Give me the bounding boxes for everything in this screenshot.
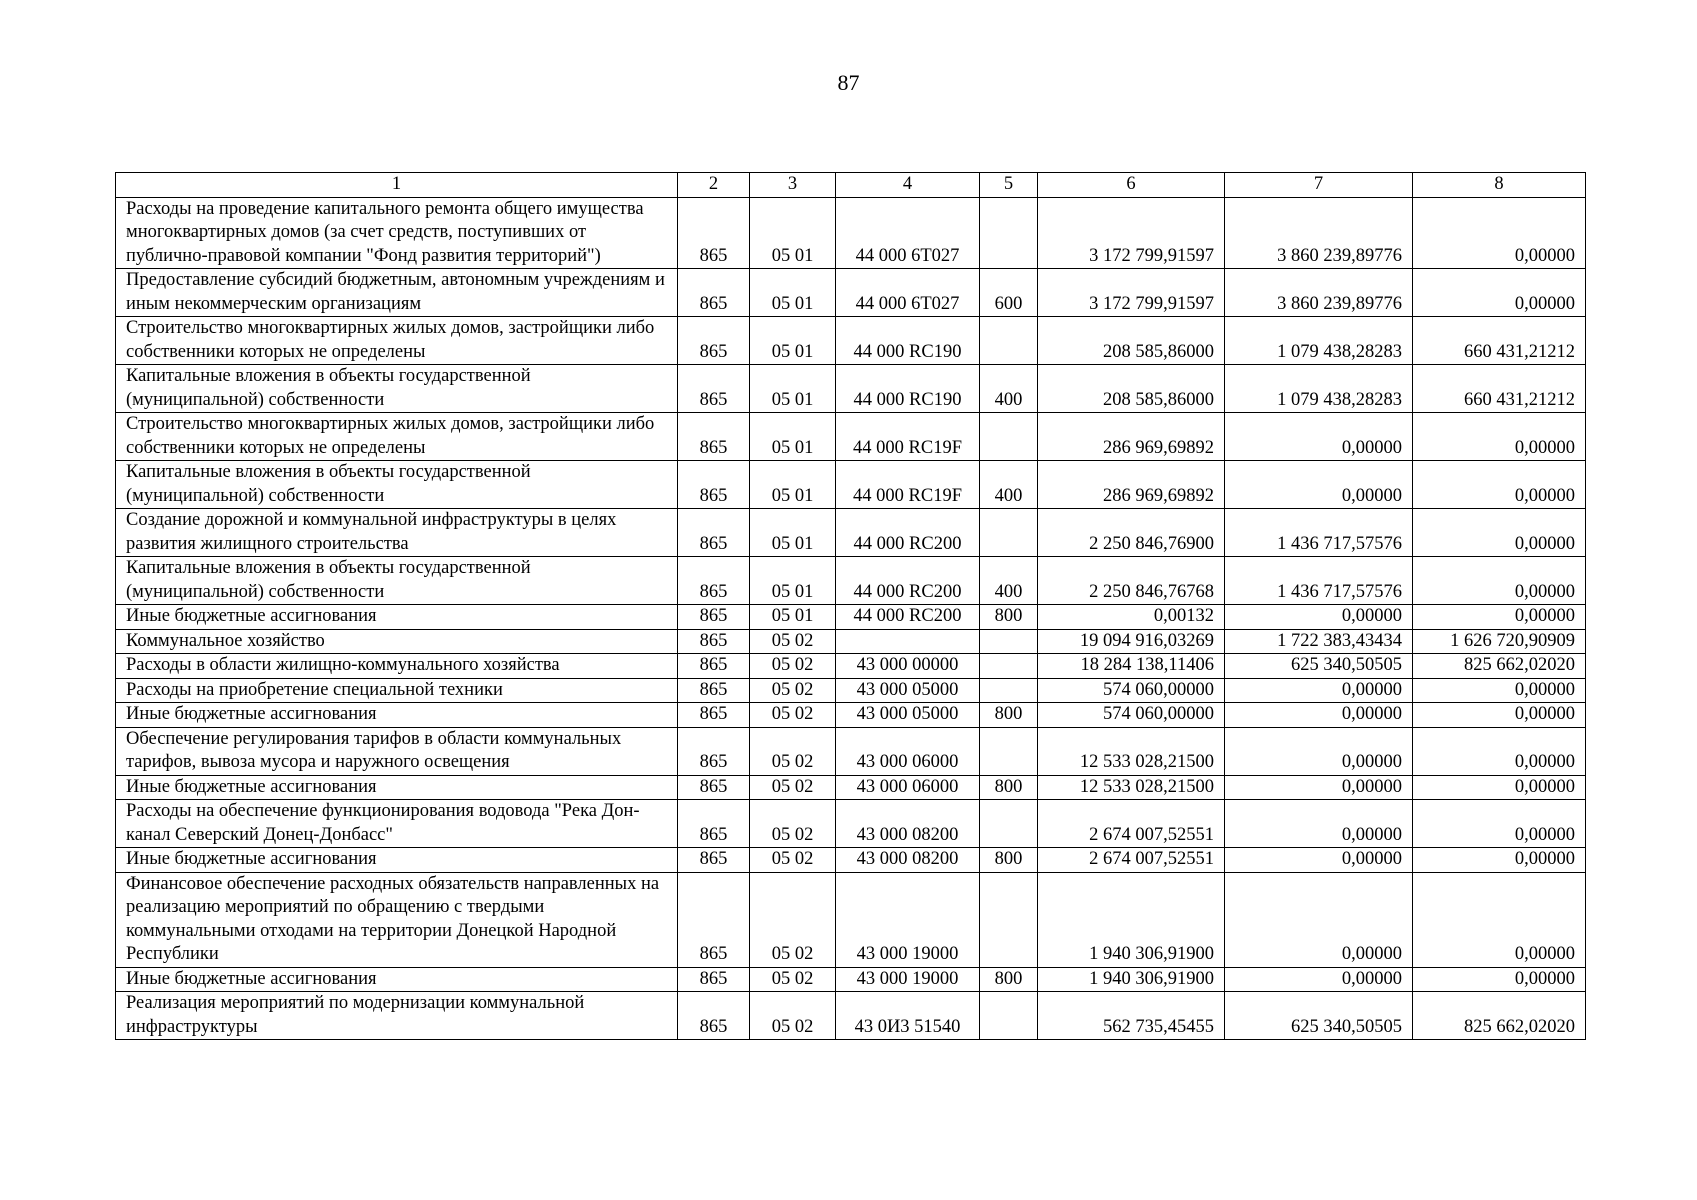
amount-col-7-cell: 0,00000 <box>1225 703 1413 728</box>
ministry-code-cell: 865 <box>678 848 750 873</box>
amount-col-6-cell: 19 094 916,03269 <box>1038 629 1225 654</box>
target-article-cell: 44 000 RC19F <box>836 413 980 461</box>
expense-name-cell: Создание дорожной и коммунальной инфраструктуры в целях развития жилищного строительства <box>116 509 678 557</box>
amount-col-8-cell: 0,00000 <box>1413 605 1586 630</box>
amount-col-8-cell: 0,00000 <box>1413 557 1586 605</box>
target-article-cell: 43 000 19000 <box>836 872 980 967</box>
ministry-code-cell: 865 <box>678 629 750 654</box>
section-code-cell: 05 02 <box>750 775 836 800</box>
ministry-code-cell: 865 <box>678 317 750 365</box>
amount-col-6-cell: 1 940 306,91900 <box>1038 967 1225 992</box>
table-row <box>116 848 1586 873</box>
amount-col-7-cell: 0,00000 <box>1225 872 1413 967</box>
expense-type-cell <box>980 413 1038 461</box>
column-header-2: 2 <box>678 173 750 198</box>
amount-col-6-cell: 3 172 799,91597 <box>1038 269 1225 317</box>
target-article-cell: 44 000 RC200 <box>836 605 980 630</box>
amount-col-8-cell: 0,00000 <box>1413 197 1586 269</box>
column-header-6: 6 <box>1038 173 1225 198</box>
amount-col-8-cell: 0,00000 <box>1413 800 1586 848</box>
target-article-cell: 44 000 RC190 <box>836 365 980 413</box>
section-code-cell: 05 02 <box>750 629 836 654</box>
table-row <box>116 629 1586 654</box>
section-code-cell: 05 02 <box>750 967 836 992</box>
amount-col-7-cell: 0,00000 <box>1225 727 1413 775</box>
expense-name-cell: Капитальные вложения в объекты государственной (муниципальной) собственности <box>116 365 678 413</box>
ministry-code-cell: 865 <box>678 461 750 509</box>
column-header-7: 7 <box>1225 173 1413 198</box>
section-code-cell: 05 02 <box>750 703 836 728</box>
ministry-code-cell: 865 <box>678 967 750 992</box>
section-code-cell: 05 02 <box>750 727 836 775</box>
amount-col-7-cell: 0,00000 <box>1225 800 1413 848</box>
amount-col-6-cell: 0,00132 <box>1038 605 1225 630</box>
target-article-cell: 43 000 06000 <box>836 775 980 800</box>
ministry-code-cell: 865 <box>678 509 750 557</box>
amount-col-7-cell: 3 860 239,89776 <box>1225 269 1413 317</box>
table-row <box>116 872 1586 967</box>
amount-col-6-cell: 12 533 028,21500 <box>1038 775 1225 800</box>
amount-col-7-cell: 1 722 383,43434 <box>1225 629 1413 654</box>
table-row <box>116 678 1586 703</box>
column-header-8: 8 <box>1413 173 1586 198</box>
amount-col-8-cell: 660 431,21212 <box>1413 317 1586 365</box>
target-article-cell: 44 000 RC200 <box>836 509 980 557</box>
section-code-cell: 05 02 <box>750 654 836 679</box>
amount-col-6-cell: 208 585,86000 <box>1038 317 1225 365</box>
expense-type-cell: 400 <box>980 557 1038 605</box>
table-body <box>116 197 1586 1040</box>
target-article-cell: 43 000 05000 <box>836 703 980 728</box>
ministry-code-cell: 865 <box>678 775 750 800</box>
amount-col-7-cell: 0,00000 <box>1225 413 1413 461</box>
section-code-cell: 05 01 <box>750 557 836 605</box>
expense-type-cell <box>980 197 1038 269</box>
ministry-code-cell: 865 <box>678 413 750 461</box>
ministry-code-cell: 865 <box>678 269 750 317</box>
amount-col-8-cell: 0,00000 <box>1413 509 1586 557</box>
target-article-cell: 43 000 08200 <box>836 800 980 848</box>
expense-name-cell: Капитальные вложения в объекты государственной (муниципальной) собственности <box>116 557 678 605</box>
expense-name-cell: Коммунальное хозяйство <box>116 629 678 654</box>
amount-col-7-cell: 0,00000 <box>1225 461 1413 509</box>
amount-col-6-cell: 2 674 007,52551 <box>1038 848 1225 873</box>
table-row <box>116 557 1586 605</box>
amount-col-7-cell: 3 860 239,89776 <box>1225 197 1413 269</box>
target-article-cell: 44 000 6T027 <box>836 197 980 269</box>
section-code-cell: 05 01 <box>750 413 836 461</box>
section-code-cell: 05 01 <box>750 461 836 509</box>
amount-col-7-cell: 0,00000 <box>1225 848 1413 873</box>
ministry-code-cell: 865 <box>678 727 750 775</box>
table-row <box>116 269 1586 317</box>
expense-name-cell: Строительство многоквартирных жилых домов, застройщики либо собственники которых не определены <box>116 413 678 461</box>
column-header-3: 3 <box>750 173 836 198</box>
expense-type-cell: 400 <box>980 461 1038 509</box>
column-header-1: 1 <box>116 173 678 198</box>
amount-col-8-cell: 0,00000 <box>1413 678 1586 703</box>
amount-col-8-cell: 0,00000 <box>1413 775 1586 800</box>
amount-col-6-cell: 12 533 028,21500 <box>1038 727 1225 775</box>
amount-col-7-cell: 1 079 438,28283 <box>1225 317 1413 365</box>
expense-type-cell <box>980 872 1038 967</box>
amount-col-7-cell: 1 436 717,57576 <box>1225 557 1413 605</box>
ministry-code-cell: 865 <box>678 800 750 848</box>
expense-name-cell: Иные бюджетные ассигнования <box>116 967 678 992</box>
expense-name-cell: Расходы на обеспечение функционирования водовода "Река Дон-канал Северский Донец-Донбасс" <box>116 800 678 848</box>
expense-name-cell: Расходы в области жилищно-коммунального хозяйства <box>116 654 678 679</box>
page-number: 87 <box>837 70 860 95</box>
amount-col-7-cell: 625 340,50505 <box>1225 654 1413 679</box>
expense-name-cell: Расходы на приобретение специальной техники <box>116 678 678 703</box>
expense-type-cell <box>980 678 1038 703</box>
amount-col-8-cell: 0,00000 <box>1413 413 1586 461</box>
section-code-cell: 05 02 <box>750 872 836 967</box>
table-row <box>116 992 1586 1040</box>
ministry-code-cell: 865 <box>678 703 750 728</box>
table-row <box>116 727 1586 775</box>
table-row <box>116 654 1586 679</box>
target-article-cell: 43 000 06000 <box>836 727 980 775</box>
expense-name-cell: Иные бюджетные ассигнования <box>116 703 678 728</box>
column-header-4: 4 <box>836 173 980 198</box>
amount-col-7-cell: 0,00000 <box>1225 775 1413 800</box>
expense-type-cell <box>980 992 1038 1040</box>
target-article-cell: 43 000 19000 <box>836 967 980 992</box>
section-code-cell: 05 02 <box>750 848 836 873</box>
table-header-row <box>116 173 1586 198</box>
target-article-cell: 44 000 6T027 <box>836 269 980 317</box>
ministry-code-cell: 865 <box>678 654 750 679</box>
section-code-cell: 05 02 <box>750 678 836 703</box>
expense-name-cell: Иные бюджетные ассигнования <box>116 605 678 630</box>
amount-col-6-cell: 286 969,69892 <box>1038 413 1225 461</box>
section-code-cell: 05 01 <box>750 365 836 413</box>
table-row <box>116 461 1586 509</box>
expense-type-cell <box>980 654 1038 679</box>
table-row <box>116 605 1586 630</box>
target-article-cell <box>836 629 980 654</box>
expense-name-cell: Финансовое обеспечение расходных обязательств направленных на реализацию мероприятий по обращению с твердыми коммунальными отходами на территории Донецкой Народной Республики <box>116 872 678 967</box>
target-article-cell: 44 000 RC19F <box>836 461 980 509</box>
expense-type-cell: 400 <box>980 365 1038 413</box>
ministry-code-cell: 865 <box>678 365 750 413</box>
amount-col-6-cell: 2 674 007,52551 <box>1038 800 1225 848</box>
amount-col-8-cell: 0,00000 <box>1413 269 1586 317</box>
table-row <box>116 365 1586 413</box>
amount-col-8-cell: 0,00000 <box>1413 461 1586 509</box>
amount-col-6-cell: 574 060,00000 <box>1038 703 1225 728</box>
amount-col-8-cell: 1 626 720,90909 <box>1413 629 1586 654</box>
expense-name-cell: Реализация мероприятий по модернизации коммунальной инфраструктуры <box>116 992 678 1040</box>
amount-col-8-cell: 825 662,02020 <box>1413 654 1586 679</box>
expense-type-cell: 800 <box>980 848 1038 873</box>
ministry-code-cell: 865 <box>678 992 750 1040</box>
expense-type-cell: 800 <box>980 703 1038 728</box>
amount-col-8-cell: 0,00000 <box>1413 848 1586 873</box>
amount-col-7-cell: 0,00000 <box>1225 678 1413 703</box>
ministry-code-cell: 865 <box>678 678 750 703</box>
expense-type-cell: 600 <box>980 269 1038 317</box>
amount-col-6-cell: 18 284 138,11406 <box>1038 654 1225 679</box>
section-code-cell: 05 01 <box>750 605 836 630</box>
expense-type-cell <box>980 317 1038 365</box>
expense-name-cell: Иные бюджетные ассигнования <box>116 775 678 800</box>
expense-name-cell: Обеспечение регулирования тарифов в области коммунальных тарифов, вывоза мусора и наружного освещения <box>116 727 678 775</box>
expense-type-cell <box>980 629 1038 654</box>
section-code-cell: 05 01 <box>750 317 836 365</box>
amount-col-8-cell: 0,00000 <box>1413 703 1586 728</box>
amount-col-6-cell: 3 172 799,91597 <box>1038 197 1225 269</box>
amount-col-7-cell: 625 340,50505 <box>1225 992 1413 1040</box>
amount-col-7-cell: 1 436 717,57576 <box>1225 509 1413 557</box>
expense-type-cell: 800 <box>980 605 1038 630</box>
target-article-cell: 44 000 RC200 <box>836 557 980 605</box>
amount-col-6-cell: 2 250 846,76768 <box>1038 557 1225 605</box>
table-row <box>116 413 1586 461</box>
target-article-cell: 43 000 05000 <box>836 678 980 703</box>
section-code-cell: 05 02 <box>750 800 836 848</box>
table-row <box>116 800 1586 848</box>
amount-col-8-cell: 660 431,21212 <box>1413 365 1586 413</box>
expense-type-cell: 800 <box>980 775 1038 800</box>
amount-col-7-cell: 0,00000 <box>1225 967 1413 992</box>
amount-col-6-cell: 574 060,00000 <box>1038 678 1225 703</box>
section-code-cell: 05 01 <box>750 509 836 557</box>
target-article-cell: 44 000 RC190 <box>836 317 980 365</box>
target-article-cell: 43 0И3 51540 <box>836 992 980 1040</box>
ministry-code-cell: 865 <box>678 557 750 605</box>
target-article-cell: 43 000 08200 <box>836 848 980 873</box>
amount-col-8-cell: 825 662,02020 <box>1413 992 1586 1040</box>
expense-name-cell: Расходы на проведение капитального ремонта общего имущества многоквартирных домов (за счет средств, поступивших от публично-правовой компании "Фонд развития территорий") <box>116 197 678 269</box>
amount-col-7-cell: 0,00000 <box>1225 605 1413 630</box>
table-row <box>116 967 1586 992</box>
amount-col-7-cell: 1 079 438,28283 <box>1225 365 1413 413</box>
amount-col-8-cell: 0,00000 <box>1413 727 1586 775</box>
amount-col-6-cell: 208 585,86000 <box>1038 365 1225 413</box>
budget-table <box>115 172 1586 1040</box>
table-row <box>116 197 1586 269</box>
section-code-cell: 05 01 <box>750 269 836 317</box>
ministry-code-cell: 865 <box>678 872 750 967</box>
expense-type-cell: 800 <box>980 967 1038 992</box>
ministry-code-cell: 865 <box>678 605 750 630</box>
amount-col-8-cell: 0,00000 <box>1413 872 1586 967</box>
table-row <box>116 509 1586 557</box>
amount-col-6-cell: 2 250 846,76900 <box>1038 509 1225 557</box>
expense-name-cell: Иные бюджетные ассигнования <box>116 848 678 873</box>
ministry-code-cell: 865 <box>678 197 750 269</box>
expense-type-cell <box>980 800 1038 848</box>
amount-col-6-cell: 1 940 306,91900 <box>1038 872 1225 967</box>
expense-type-cell <box>980 509 1038 557</box>
expense-name-cell: Капитальные вложения в объекты государственной (муниципальной) собственности <box>116 461 678 509</box>
expense-name-cell: Строительство многоквартирных жилых домов, застройщики либо собственники которых не определены <box>116 317 678 365</box>
amount-col-6-cell: 562 735,45455 <box>1038 992 1225 1040</box>
table-row <box>116 775 1586 800</box>
table-row <box>116 703 1586 728</box>
expense-type-cell <box>980 727 1038 775</box>
amount-col-6-cell: 286 969,69892 <box>1038 461 1225 509</box>
section-code-cell: 05 02 <box>750 992 836 1040</box>
target-article-cell: 43 000 00000 <box>836 654 980 679</box>
table-row <box>116 317 1586 365</box>
column-header-5: 5 <box>980 173 1038 198</box>
amount-col-8-cell: 0,00000 <box>1413 967 1586 992</box>
section-code-cell: 05 01 <box>750 197 836 269</box>
expense-name-cell: Предоставление субсидий бюджетным, автономным учреждениям и иным некоммерческим организациям <box>116 269 678 317</box>
